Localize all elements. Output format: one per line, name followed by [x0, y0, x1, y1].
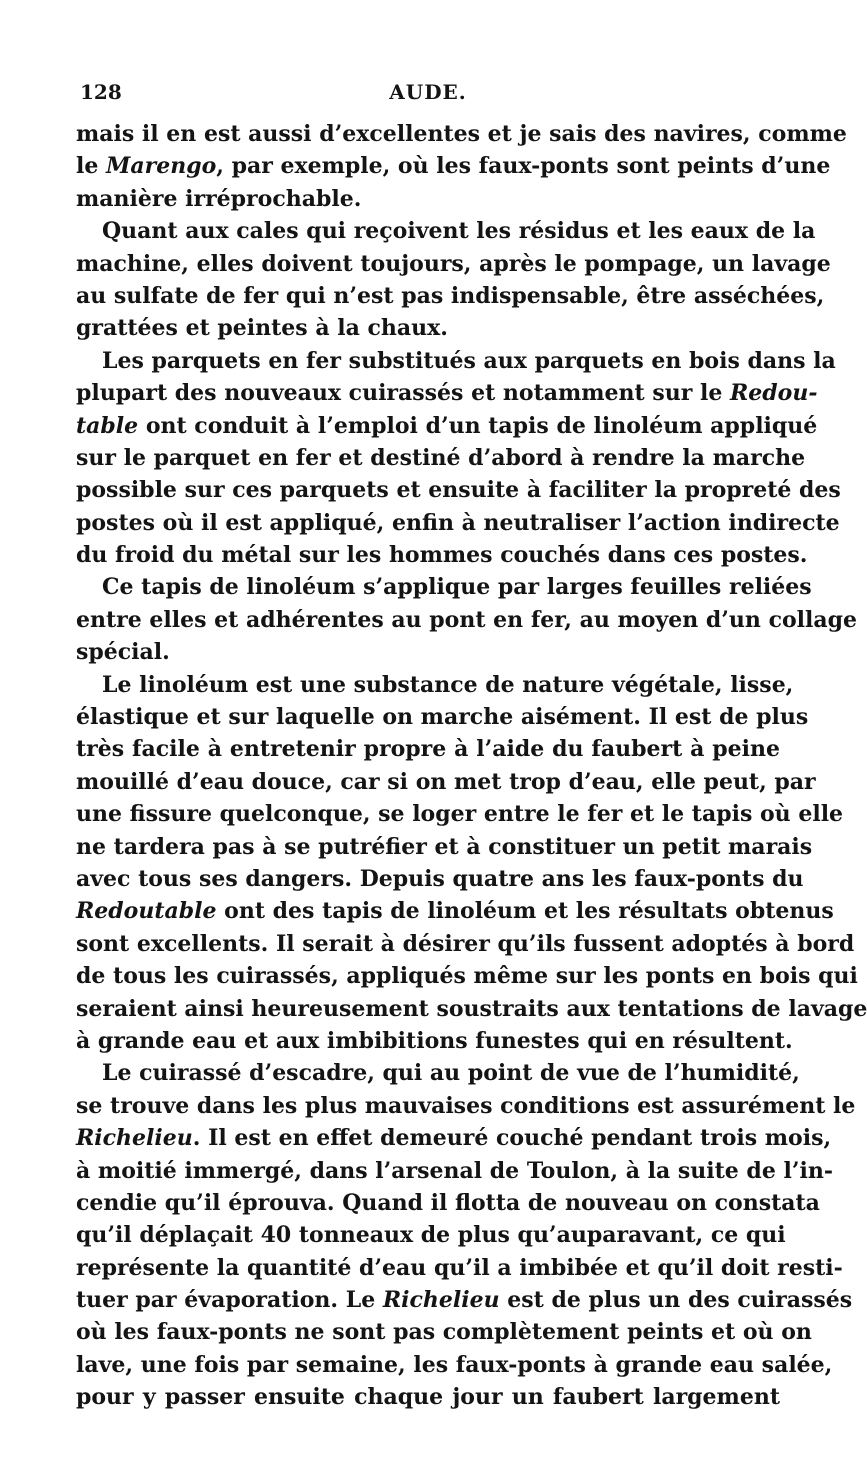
text-run: Richelieu — [76, 1125, 193, 1152]
text-run: Redoutable — [76, 898, 217, 925]
text-line: à grande eau et aux imbibitions funestes qui en résultent. — [76, 1027, 793, 1054]
text-run: Redou- — [730, 380, 818, 407]
text-line: avec tous ses dangers. Depuis quatre ans les faux-ponts du — [76, 865, 804, 892]
text-line — [76, 1122, 832, 1154]
text-line: sur le parquet en fer et destiné d’abord à rendre la marche — [76, 444, 806, 471]
text-line: seraient ainsi heureusement soustraits aux tentations de lavage — [76, 995, 867, 1022]
running-head: AUDE. — [389, 80, 467, 104]
text-run: Marengo — [106, 153, 217, 180]
text-run: table — [76, 412, 139, 439]
body-text — [76, 118, 867, 1414]
text-line — [76, 150, 831, 182]
text-line: mouillé d’eau douce, car si on met trop d’eau, elle peut, par — [76, 768, 816, 795]
text-line: au sulfate de fer qui n’est pas indispensable, être asséchées, — [76, 282, 825, 309]
text-line: machine, elles doivent toujours, après le pompage, un lavage — [76, 250, 831, 277]
text-line: postes où il est appliqué, enfin à neutraliser l’action indirecte — [76, 509, 840, 536]
text-run: , par exemple, où les faux-ponts sont peints d’une — [216, 153, 831, 180]
text-line — [76, 377, 818, 409]
text-run: ont des tapis de linoléum et les résultats obtenus — [216, 898, 834, 925]
text-line: se trouve dans les plus mauvaises conditions est assurément le — [76, 1092, 856, 1119]
text-line: grattées et peintes à la chaux. — [76, 315, 448, 342]
text-line: à moitié immergé, dans l’arsenal de Toulon, à la suite de l’in- — [76, 1157, 833, 1184]
text-run: Richelieu — [382, 1287, 500, 1314]
page-header — [76, 80, 780, 110]
text-line: Ce tapis de linoléum s’applique par larges feuilles reliées — [102, 574, 812, 601]
text-line: cendie qu’il éprouva. Quand il flotta de nouveau on constata — [76, 1189, 820, 1216]
text-line: mais il en est aussi d’excellentes et je sais des navires, comme — [76, 121, 847, 147]
text-line: Le linoléum est une substance de nature végétale, lisse, — [102, 671, 794, 698]
text-run: est de plus un des cuirassés — [499, 1287, 853, 1314]
text-run: le — [76, 153, 107, 180]
text-line: ne tardera pas à se putréfier et à constituer un petit marais — [76, 833, 813, 860]
text-run: ont conduit à l’emploi d’un tapis de linoléum appliqué — [138, 412, 818, 439]
text-line: Les parquets en fer substitués aux parquets en bois dans la — [102, 347, 836, 374]
text-line: pour y passer ensuite chaque jour un faubert largement — [76, 1384, 780, 1411]
page-number: 128 — [80, 80, 122, 104]
text-line: possible sur ces parquets et ensuite à faciliter la propreté des — [76, 477, 841, 504]
text-line: une fissure quelconque, se loger entre le fer et le tapis où elle — [76, 801, 844, 828]
text-line: élastique et sur laquelle on marche aisément. Il est de plus — [76, 704, 809, 731]
text-line: lave, une fois par semaine, les faux-ponts à grande eau salée, — [76, 1351, 833, 1378]
text-run: plupart des nouveaux cuirassés et notamment sur le — [76, 380, 731, 407]
text-line: où les faux-ponts ne sont pas complètement peints et où on — [76, 1319, 812, 1346]
text-line: Quant aux cales qui reçoivent les résidus et les eaux de la — [102, 218, 816, 245]
text-line — [76, 895, 834, 927]
text-run: tuer par évaporation. Le — [76, 1287, 383, 1314]
text-line: de tous les cuirassés, appliqués même sur les ponts en bois qui — [76, 963, 858, 990]
text-line: entre elles et adhérentes au pont en fer, au moyen d’un collage — [76, 606, 857, 633]
text-line: sont excellents. Il serait à désirer qu’ils fussent adoptés à bord — [76, 930, 855, 957]
text-line: du froid du métal sur les hommes couchés dans ces postes. — [76, 542, 808, 569]
text-line: Le cuirassé d’escadre, qui au point de vue de l’humidité, — [102, 1060, 800, 1087]
text-line — [76, 1284, 853, 1316]
text-line: très facile à entretenir propre à l’aide du faubert à peine — [76, 736, 780, 763]
text-line — [76, 410, 818, 442]
text-line: spécial. — [76, 639, 170, 666]
text-run: . Il est en effet demeuré couché pendant trois mois, — [192, 1125, 832, 1152]
text-line: qu’il déplaçait 40 tonneaux de plus qu’auparavant, ce qui — [76, 1222, 786, 1249]
text-line: représente la quantité d’eau qu’il a imbibée et qu’il doit resti- — [76, 1254, 843, 1281]
text-line: manière irréprochable. — [76, 185, 362, 212]
